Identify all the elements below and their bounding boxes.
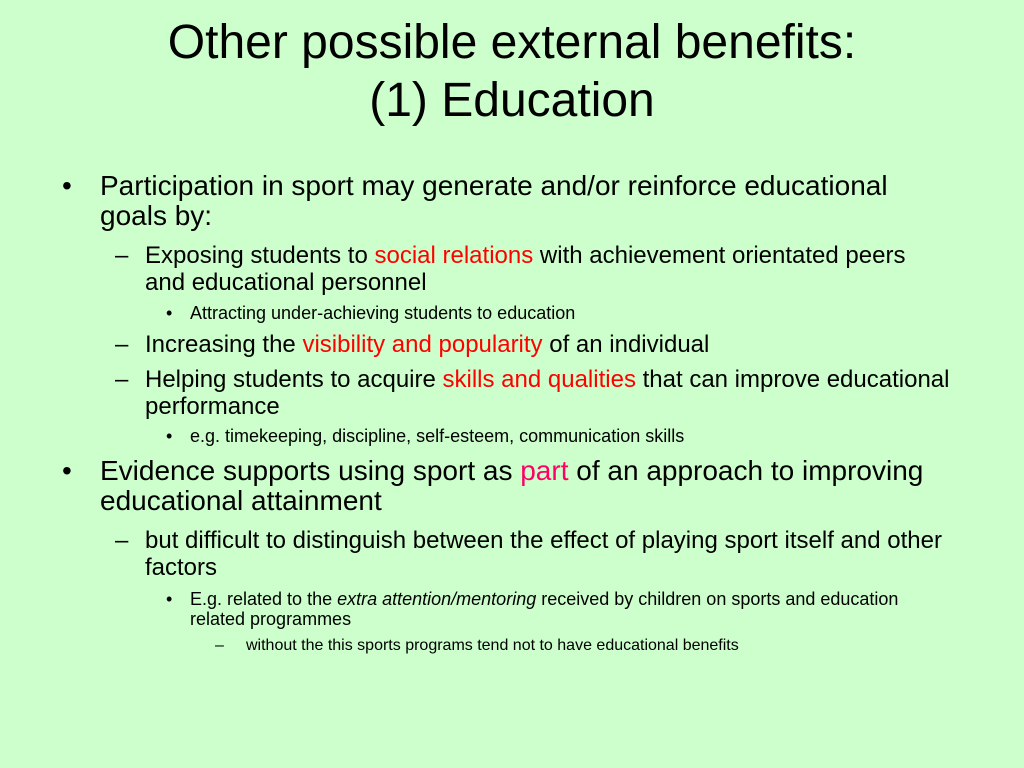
sub-bullet-text	[145, 331, 935, 358]
dash-marker: –	[215, 637, 224, 654]
text-post: of an individual	[542, 331, 710, 358]
sub-bullet-difficult	[115, 527, 975, 581]
text-pre: Helping students to acquire	[145, 366, 443, 393]
sub-bullet-text: but difficult to distinguish between the effect of playing sport itself and other factors	[145, 527, 942, 581]
text-pre: Increasing the	[145, 331, 303, 358]
highlight-social-relations: social relations	[374, 242, 534, 269]
dash-marker: –	[115, 366, 129, 393]
dash-marker: –	[115, 331, 129, 358]
sub-bullet-visibility	[115, 331, 935, 358]
title-line-1: Other possible external benefits:	[167, 16, 857, 69]
highlight-visibility: visibility and popularity	[302, 331, 543, 358]
slide-title	[0, 14, 1024, 130]
highlight-part: part	[520, 455, 569, 486]
sub-sub-bullet-examples	[166, 426, 946, 446]
level4-bullet-without	[215, 636, 975, 655]
sub-bullet-social-relations	[115, 242, 915, 296]
sub-bullet-text	[145, 242, 915, 296]
bullet-marker: •	[166, 303, 173, 323]
text-pre: Evidence supports using sport as	[100, 455, 521, 486]
sub-sub-bullet-text	[190, 589, 946, 629]
bullet-marker: •	[166, 426, 173, 446]
text-pre: E.g. related to the	[190, 589, 338, 609]
level4-bullet-text: without the this sports programs tend not to have educational benefits	[246, 637, 739, 654]
bullet-marker: •	[166, 589, 173, 609]
text-post: received by children on sports and education related programmes	[190, 589, 899, 629]
text-post: of an approach to improving educational attainment	[100, 455, 924, 516]
sub-sub-bullet-text: Attracting under-achieving students to education	[190, 303, 576, 323]
bullet-marker: •	[62, 455, 72, 486]
bullet-marker: •	[62, 170, 72, 201]
bullet-participation	[62, 171, 942, 231]
bullet-evidence	[62, 456, 962, 516]
text-pre: Exposing students to	[145, 242, 375, 269]
dash-marker: –	[115, 527, 129, 554]
bullet-text	[100, 456, 962, 516]
sub-sub-bullet-text: e.g. timekeeping, discipline, self-esteem, communication skills	[190, 426, 685, 446]
title-line-2: (1) Education	[369, 74, 655, 127]
sub-bullet-text	[145, 366, 955, 420]
highlight-skills: skills and qualities	[442, 366, 636, 393]
text-post: with achievement orientated peers and educational personnel	[145, 242, 906, 296]
italic-mentoring: extra attention/mentoring	[337, 589, 537, 609]
text-post: that can improve educational performance	[145, 366, 950, 420]
bullet-text: Participation in sport may generate and/or reinforce educational goals by:	[100, 170, 888, 231]
dash-marker: –	[115, 242, 129, 269]
sub-bullet-skills	[115, 366, 955, 420]
sub-sub-bullet-attracting	[166, 303, 926, 323]
sub-sub-bullet-mentoring	[166, 589, 946, 629]
